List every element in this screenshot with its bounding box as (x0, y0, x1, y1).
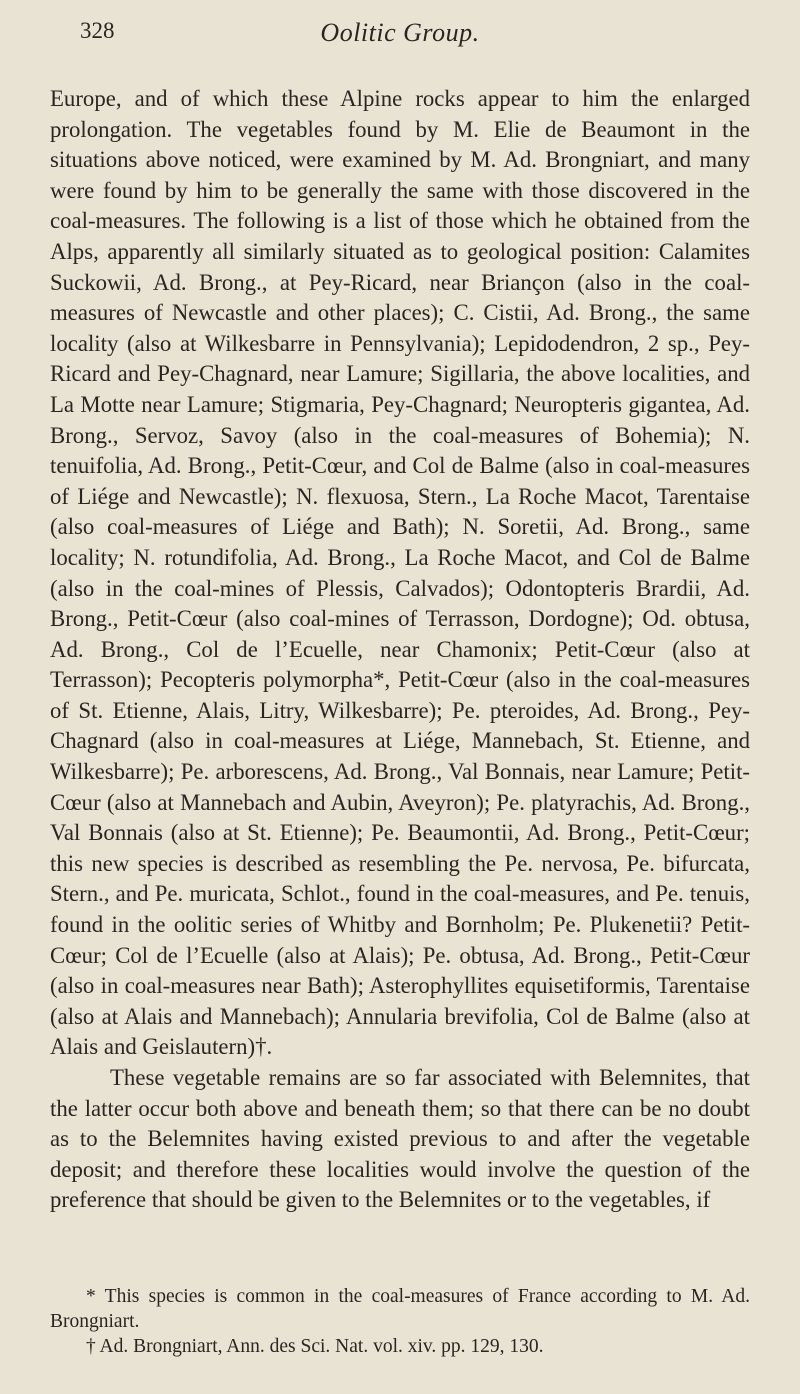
running-head: Oolitic Group. (320, 18, 480, 47)
page-header (50, 18, 750, 54)
footnotes (50, 1284, 750, 1359)
footnote-2: † Ad. Brongniart, Ann. des Sci. Nat. vol. xiv. pp. 129, 130. (86, 1336, 544, 1357)
paragraph-1: Europe, and of which these Alpine rocks appear to him the enlarged prolongation. The vegetables found by M. Elie de Beaumont in the situations above noticed, were examined by M. Ad. Brongniart, and many were found by him to be generally the same with those discovered in the coal-measures. The following is a list of those which he obtained from the Alps, apparently all similarly situated as to geological position: Calamites Suckowii, Ad. Brong., at Pey-Ricard, near Briançon (also in the coal-measures of Newcastle and other places); C. Cistii, Ad. Brong., the same locality (also at Wilkesbarre in Pennsylvania); Lepidodendron, 2 sp., Pey-Ricard and Pey-Chagnard, near Lamure; Sigillaria, the above localities, and La Motte near Lamure; Stigmaria, Pey-Chagnard; Neuropteris gigantea, Ad. Brong., Servoz, Savoy (also in the coal-measures of Bohemia); N. tenuifolia, Ad. Brong., Petit-Cœur, and Col de Balme (also in coal-measures of Liége and Newcastle); N. flexuosa, Stern., La Roche Macot, Tarentaise (also coal-measures of Liége and Bath); N. Soretii, Ad. Brong., same locality; N. rotundifolia, Ad. Brong., La Roche Macot, and Col de Balme (also in the coal-mines of Plessis, Calvados); Odontopteris Brardii, Ad. Brong., Petit-Cœur (also coal-mines of Terrasson, Dordogne); Od. obtusa, Ad. Brong., Col de l’Ecuelle, near Chamonix; Petit-Cœur (also at Terrasson); Pecopteris polymorpha*, Petit-Cœur (also in the coal-measures of St. Etienne, Alais, Litry, Wilkesbarre); Pe. pteroides, Ad. Brong., Pey-Chagnard (also in coal-measures at Liége, Mannebach, St. Etienne, and Wilkesbarre); Pe. arborescens, Ad. Brong., Val Bonnais, near Lamure; Petit-Cœur (also at Mannebach and Aubin, Aveyron); Pe. platyrachis, Ad. Brong., Val Bonnais (also at St. Etienne); Pe. Beaumontii, Ad. Brong., Petit-Cœur; this new species is described as resembling the Pe. nervosa, Pe. bifurcata, Stern., and Pe. muricata, Schlot., found in the coal-measures, and Pe. tenuis, found in the oolitic series of Whitby and Bornholm; Pe. Plukenetii? Petit-Cœur; Col de l’Ecuelle (also at Alais); Pe. obtusa, Ad. Brong., Petit-Cœur (also in coal-measures near Bath); Asterophyllites equisetiformis, Tarentaise (also at Alais and Mannebach); Annularia brevifolia, Col de Balme (also at Alais and Geislautern)†. (50, 86, 750, 1060)
body-text (50, 84, 750, 1216)
paragraph-2: These vegetable remains are so far associated with Belemnites, that the latter occur both above and beneath them; so that there can be no doubt as to the Belemnites having existed previous to and after the vegetable deposit; and therefore these localities would involve the question of the preference that should be given to the Belemnites or to the vegetables, if (50, 1065, 750, 1213)
footnote-1: * This species is common in the coal-measures of France according to M. Ad. Brongniart. (50, 1286, 750, 1332)
page-number: 328 (80, 18, 115, 43)
